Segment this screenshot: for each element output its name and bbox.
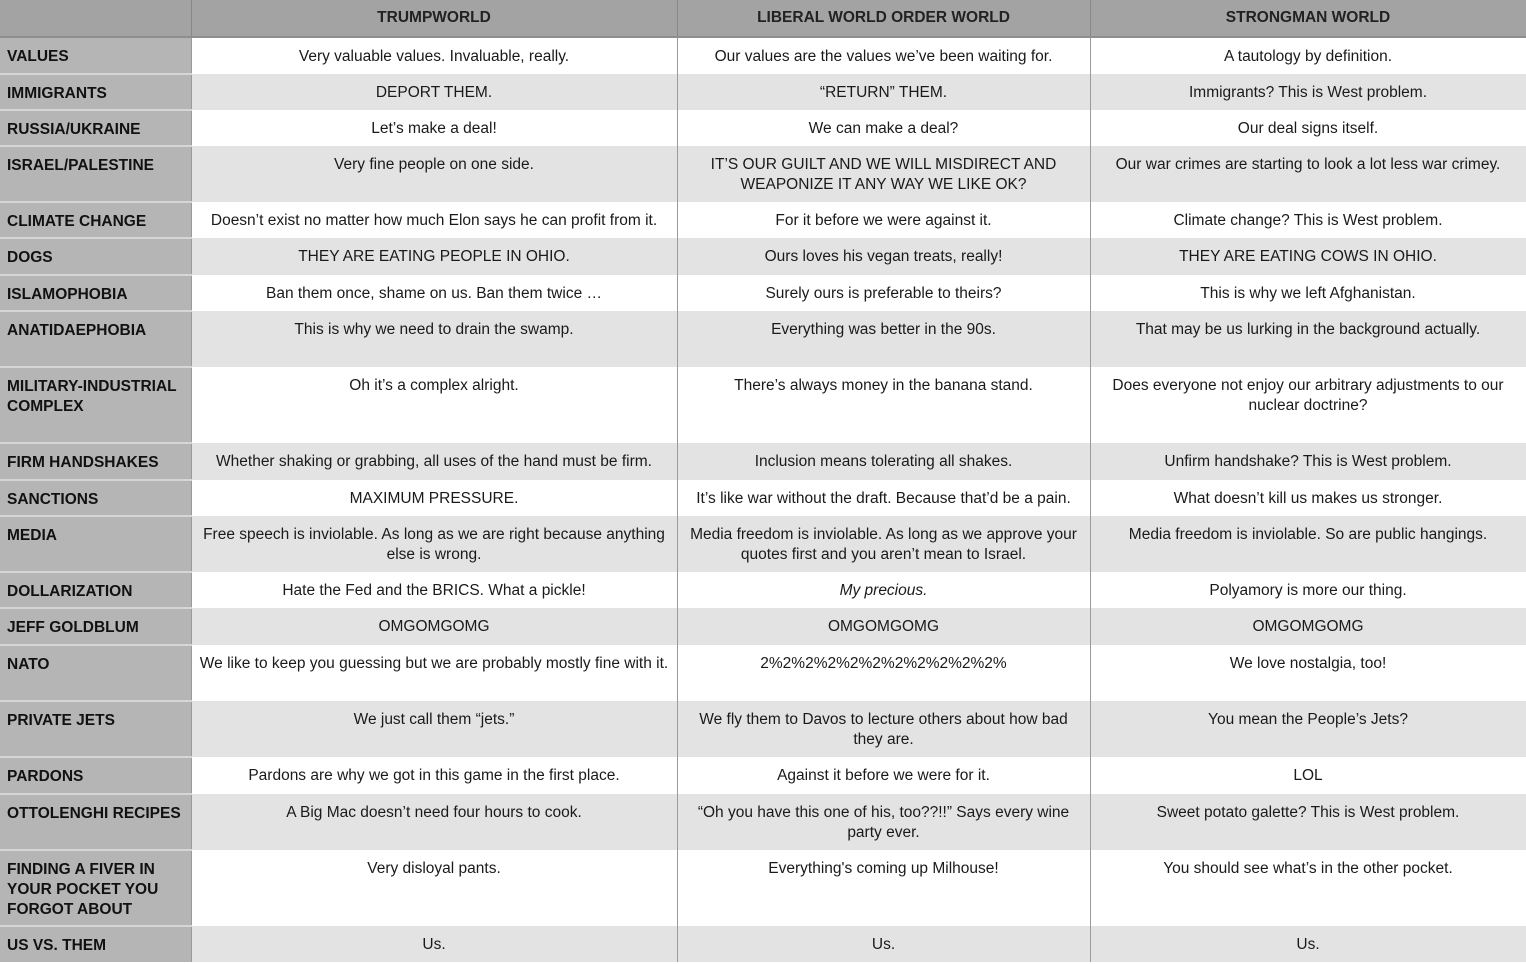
table-cell: THEY ARE EATING PEOPLE IN OHIO. — [191, 238, 677, 275]
row-label: VALUES — [0, 37, 191, 74]
row-label: PRIVATE JETS — [0, 701, 191, 757]
table-cell: IT’S OUR GUILT AND WE WILL MISDIRECT AND WEAPONIZE IT ANY WAY WE LIKE OK? — [677, 146, 1090, 202]
table-cell: MAXIMUM PRESSURE. — [191, 480, 677, 516]
table-cell: My precious. — [677, 572, 1090, 608]
corner-header — [0, 0, 191, 37]
table-row — [0, 516, 1526, 572]
table-cell: Our deal signs itself. — [1090, 110, 1526, 146]
table-cell: Us. — [191, 926, 677, 962]
table-cell: Pardons are why we got in this game in the first place. — [191, 757, 677, 794]
table-row — [0, 757, 1526, 794]
row-label: ISLAMOPHOBIA — [0, 275, 191, 311]
row-label: US VS. THEM — [0, 926, 191, 962]
row-label: IMMIGRANTS — [0, 74, 191, 110]
table-row — [0, 926, 1526, 962]
table-row — [0, 37, 1526, 74]
table-row — [0, 275, 1526, 311]
table-cell: Let’s make a deal! — [191, 110, 677, 146]
row-label: FINDING A FIVER IN YOUR POCKET YOU FORGOT ABOUT — [0, 850, 191, 926]
table-cell: Media freedom is inviolable. As long as we approve your quotes first and you aren’t mean to Israel. — [677, 516, 1090, 572]
table-cell: 2%2%2%2%2%2%2%2%2%2%2% — [677, 645, 1090, 701]
table-cell: A tautology by definition. — [1090, 37, 1526, 74]
table-cell: Immigrants? This is West problem. — [1090, 74, 1526, 110]
table-cell: We love nostalgia, too! — [1090, 645, 1526, 701]
table-row — [0, 645, 1526, 701]
table-cell: This is why we need to drain the swamp. — [191, 311, 677, 367]
row-label: DOGS — [0, 238, 191, 275]
table-cell: Unfirm handshake? This is West problem. — [1090, 443, 1526, 480]
table-row — [0, 608, 1526, 645]
table-cell: Free speech is inviolable. As long as we are right because anything else is wrong. — [191, 516, 677, 572]
table-cell: Our values are the values we’ve been waiting for. — [677, 37, 1090, 74]
table-cell: Climate change? This is West problem. — [1090, 202, 1526, 238]
table-cell: We can make a deal? — [677, 110, 1090, 146]
header-row — [0, 0, 1526, 37]
table-cell: This is why we left Afghanistan. — [1090, 275, 1526, 311]
table-cell: OMGOMGOMG — [191, 608, 677, 645]
table-row — [0, 572, 1526, 608]
row-label: MILITARY-INDUSTRIAL COMPLEX — [0, 367, 191, 443]
table-cell: Does everyone not enjoy our arbitrary adjustments to our nuclear doctrine? — [1090, 367, 1526, 443]
table-cell: We like to keep you guessing but we are probably mostly fine with it. — [191, 645, 677, 701]
table-cell: DEPORT THEM. — [191, 74, 677, 110]
table-cell: LOL — [1090, 757, 1526, 794]
row-label: SANCTIONS — [0, 480, 191, 516]
column-header-liberal-world-order: LIBERAL WORLD ORDER WORLD — [677, 0, 1090, 37]
table-cell: We just call them “jets.” — [191, 701, 677, 757]
table-cell: A Big Mac doesn’t need four hours to cook. — [191, 794, 677, 850]
table-row — [0, 701, 1526, 757]
row-label: JEFF GOLDBLUM — [0, 608, 191, 645]
table-cell: Media freedom is inviolable. So are public hangings. — [1090, 516, 1526, 572]
table-cell: Hate the Fed and the BRICS. What a pickle! — [191, 572, 677, 608]
table-cell: Very fine people on one side. — [191, 146, 677, 202]
table-row — [0, 238, 1526, 275]
table-cell: Everything's coming up Milhouse! — [677, 850, 1090, 926]
row-label: OTTOLENGHI RECIPES — [0, 794, 191, 850]
table-cell: That may be us lurking in the background actually. — [1090, 311, 1526, 367]
table-cell: You mean the People’s Jets? — [1090, 701, 1526, 757]
table-cell: Oh it’s a complex alright. — [191, 367, 677, 443]
table-cell: We fly them to Davos to lecture others about how bad they are. — [677, 701, 1090, 757]
table-row — [0, 794, 1526, 850]
table-cell: Us. — [677, 926, 1090, 962]
table-cell: Whether shaking or grabbing, all uses of the hand must be firm. — [191, 443, 677, 480]
table-cell: THEY ARE EATING COWS IN OHIO. — [1090, 238, 1526, 275]
table-cell: Very valuable values. Invaluable, really. — [191, 37, 677, 74]
table-cell: For it before we were against it. — [677, 202, 1090, 238]
table-cell: Doesn’t exist no matter how much Elon says he can profit from it. — [191, 202, 677, 238]
table-cell: OMGOMGOMG — [1090, 608, 1526, 645]
table-row — [0, 74, 1526, 110]
table-cell: OMGOMGOMG — [677, 608, 1090, 645]
row-label: MEDIA — [0, 516, 191, 572]
table-cell: “Oh you have this one of his, too??!!” Says every wine party ever. — [677, 794, 1090, 850]
table-cell: Ours loves his vegan treats, really! — [677, 238, 1090, 275]
table-cell: You should see what’s in the other pocket. — [1090, 850, 1526, 926]
table-cell: What doesn’t kill us makes us stronger. — [1090, 480, 1526, 516]
table-cell: It’s like war without the draft. Because that’d be a pain. — [677, 480, 1090, 516]
table-cell: Us. — [1090, 926, 1526, 962]
table-row — [0, 443, 1526, 480]
table-cell: Polyamory is more our thing. — [1090, 572, 1526, 608]
table-row — [0, 146, 1526, 202]
table-cell: Ban them once, shame on us. Ban them twice … — [191, 275, 677, 311]
table-cell: Our war crimes are starting to look a lot less war crimey. — [1090, 146, 1526, 202]
table-cell: Very disloyal pants. — [191, 850, 677, 926]
table-row — [0, 480, 1526, 516]
column-header-trumpworld: TRUMPWORLD — [191, 0, 677, 37]
column-header-strongman-world: STRONGMAN WORLD — [1090, 0, 1526, 37]
table-cell: Sweet potato galette? This is West problem. — [1090, 794, 1526, 850]
table-cell: Everything was better in the 90s. — [677, 311, 1090, 367]
table-row — [0, 311, 1526, 367]
row-label: DOLLARIZATION — [0, 572, 191, 608]
row-label: NATO — [0, 645, 191, 701]
table-row — [0, 202, 1526, 238]
row-label: CLIMATE CHANGE — [0, 202, 191, 238]
table-row — [0, 367, 1526, 443]
row-label: ANATIDAEPHOBIA — [0, 311, 191, 367]
table-cell: There’s always money in the banana stand. — [677, 367, 1090, 443]
table-cell: Inclusion means tolerating all shakes. — [677, 443, 1090, 480]
table-cell: Surely ours is preferable to theirs? — [677, 275, 1090, 311]
row-label: RUSSIA/UKRAINE — [0, 110, 191, 146]
table-row — [0, 850, 1526, 926]
table-cell: “RETURN” THEM. — [677, 74, 1090, 110]
row-label: FIRM HANDSHAKES — [0, 443, 191, 480]
table-cell: Against it before we were for it. — [677, 757, 1090, 794]
row-label: PARDONS — [0, 757, 191, 794]
row-label: ISRAEL/PALESTINE — [0, 146, 191, 202]
table-row — [0, 110, 1526, 146]
